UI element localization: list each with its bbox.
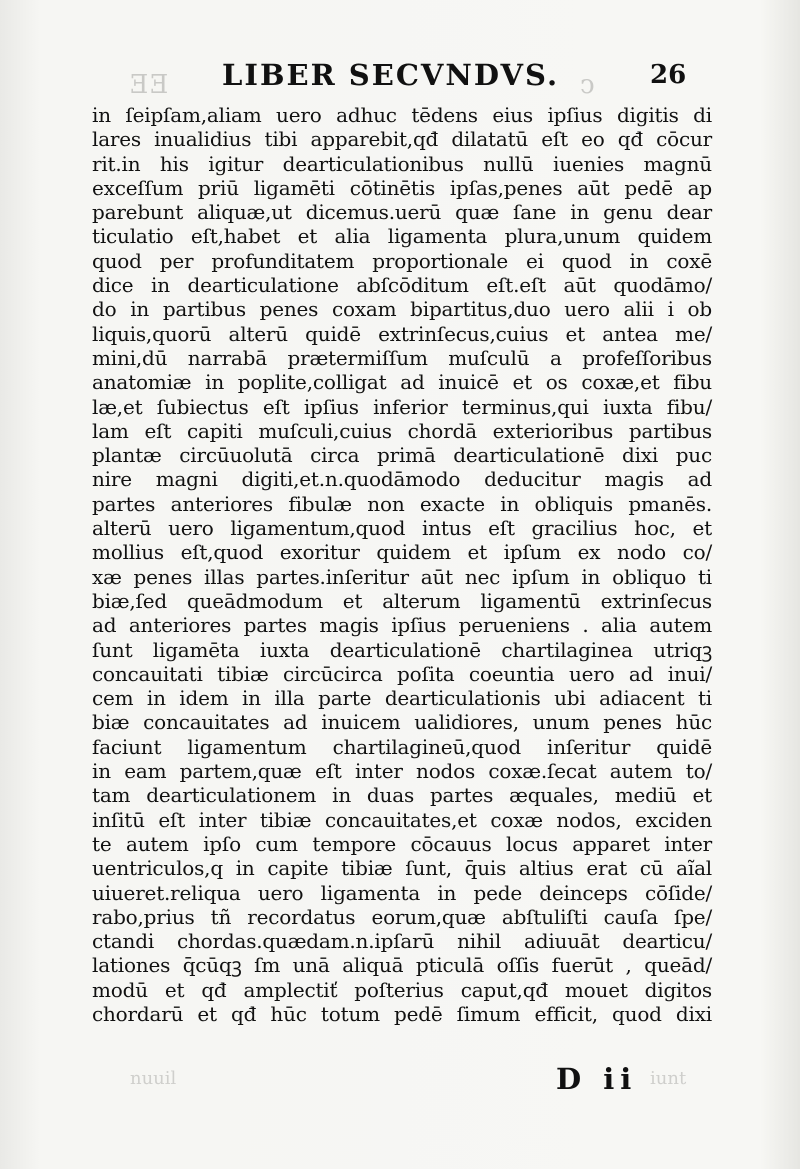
bleed-through-footer-left: nuuil (130, 1068, 177, 1089)
text-line: inſitū eſt inter tibiæ concauitates,et coxæ nodos, exciden (92, 807, 712, 832)
text-line: liquis,quorū alterū quidē extrinſecus,cuius et antea me/ (92, 321, 712, 346)
text-line: nire magni digiti,et.n.quodāmodo deducitur magis ad (92, 467, 712, 492)
text-line: ctandi chordas.quædam.n.ipſarū nihil adiuuāt dearticu/ (92, 929, 712, 954)
text-line: do in partibus penes coxam bipartitus,duo uero alii i ob (92, 297, 712, 322)
text-line: ſunt ligamēta iuxta dearticulationē chartilaginea utriqꝫ (92, 637, 712, 662)
text-line: xæ penes illas partes.inſeritur aūt nec ipſum in obliquo ti (92, 564, 712, 589)
text-line: uiueret.reliqua uero ligamenta in pede deinceps cōſide/ (92, 880, 712, 905)
text-line: partes anteriores fibulæ non exacte in obliquis pmanēs. (92, 491, 712, 516)
text-line: lationes q̄cūqꝫ ſm unā aliquā pticulā oſſis fuerūt , queād/ (92, 953, 712, 978)
text-line: cem in idem in illa parte dearticulationis ubi adiacent ti (92, 686, 712, 711)
text-line: quod per profunditatem proportionale ei quod in coxē (92, 248, 712, 273)
text-line: biæ,ſed queādmodum et alterum ligamentū extrinſecus (92, 588, 712, 613)
signature-mark: D ii (556, 1062, 638, 1096)
bleed-through-text-left: ƎƎ (130, 70, 170, 100)
text-line: ticulatio eſt,habet et alia ligamenta plura,unum quidem (92, 224, 712, 249)
text-line: rit.in his igitur dearticulationibus nullū iuenies magnū (92, 151, 712, 176)
text-line: tam dearticulationem in duas partes æquales, mediū et (92, 783, 712, 808)
text-line: ad anteriores partes magis ipſius perueniens . alia autem (92, 613, 712, 638)
text-line: dice in dearticulatione abſcōditum eſt.eſt aūt quodāmo/ (92, 273, 712, 298)
text-line: biæ concauitates ad inuicem ualidiores, unum penes hūc (92, 710, 712, 735)
text-line: in ſeipſam,aliam uero adhuc tēdens eius ipſius digitis di (92, 103, 712, 127)
text-line: læ,et ſubiectus eſt ipſius inferior terminus,qui iuxta fibu/ (92, 394, 712, 419)
text-line: alterū uero ligamentum,quod intus eſt gracilius hoc, et (92, 516, 712, 541)
bleed-through-text-right: ↄ (580, 70, 596, 100)
text-line: uentriculos,q in capite tibiæ ſunt, q̄uis altius erat cū aĩal (92, 856, 712, 881)
text-line: te autem ipſo cum tempore cōcauus locus apparet inter (92, 831, 712, 856)
text-line: concauitati tibiæ circūcirca poſita coeuntia uero ad inui/ (92, 661, 712, 686)
body-text (92, 103, 712, 1026)
text-line: rabo,prius tñ recordatus eorum,quæ abſtuliſti cauſa ſpe/ (92, 904, 712, 929)
running-head: LIBER SECVNDVS. (222, 58, 560, 92)
bleed-through-footer-right: iunt (650, 1068, 687, 1089)
text-line: lares inualidius tibi apparebit,qđ dilatatū eſt eo qđ cōcur (92, 127, 712, 152)
text-line: mini,dū narrabā prætermiſſum muſculū a profeſſoribus (92, 345, 712, 370)
text-line: parebunt aliquæ,ut dicemus.uerū quæ ſane in genu dear (92, 200, 712, 225)
page-header (0, 58, 800, 98)
text-line: plantæ circūuolutā circa primā dearticulationē dixi puc (92, 443, 712, 468)
text-line: mollius eſt,quod exoritur quidem et ipſum ex nodo co/ (92, 540, 712, 565)
folio-number: 26 (650, 60, 687, 90)
text-line: anatomiæ in poplite,colligat ad inuicē et os coxæ,et fibu (92, 370, 712, 395)
text-line: in eam partem,quæ eſt inter nodos coxæ.ſecat autem to/ (92, 759, 712, 784)
text-line: chordarū et qđ hūc totum pedē ſimum efficit, quod dixi (92, 1001, 712, 1026)
text-line: lam eſt capiti muſculi,cuius chordā exterioribus partibus (92, 418, 712, 443)
text-line: modū et qđ amplectiť poſterius caput,qđ mouet digitos (92, 977, 712, 1002)
text-line: faciunt ligamentum chartilagineū,quod inſeritur quidē (92, 734, 712, 759)
text-line: exceſſum priū ligamēti cōtinētis ipſas,penes aūt pedē ap (92, 175, 712, 200)
